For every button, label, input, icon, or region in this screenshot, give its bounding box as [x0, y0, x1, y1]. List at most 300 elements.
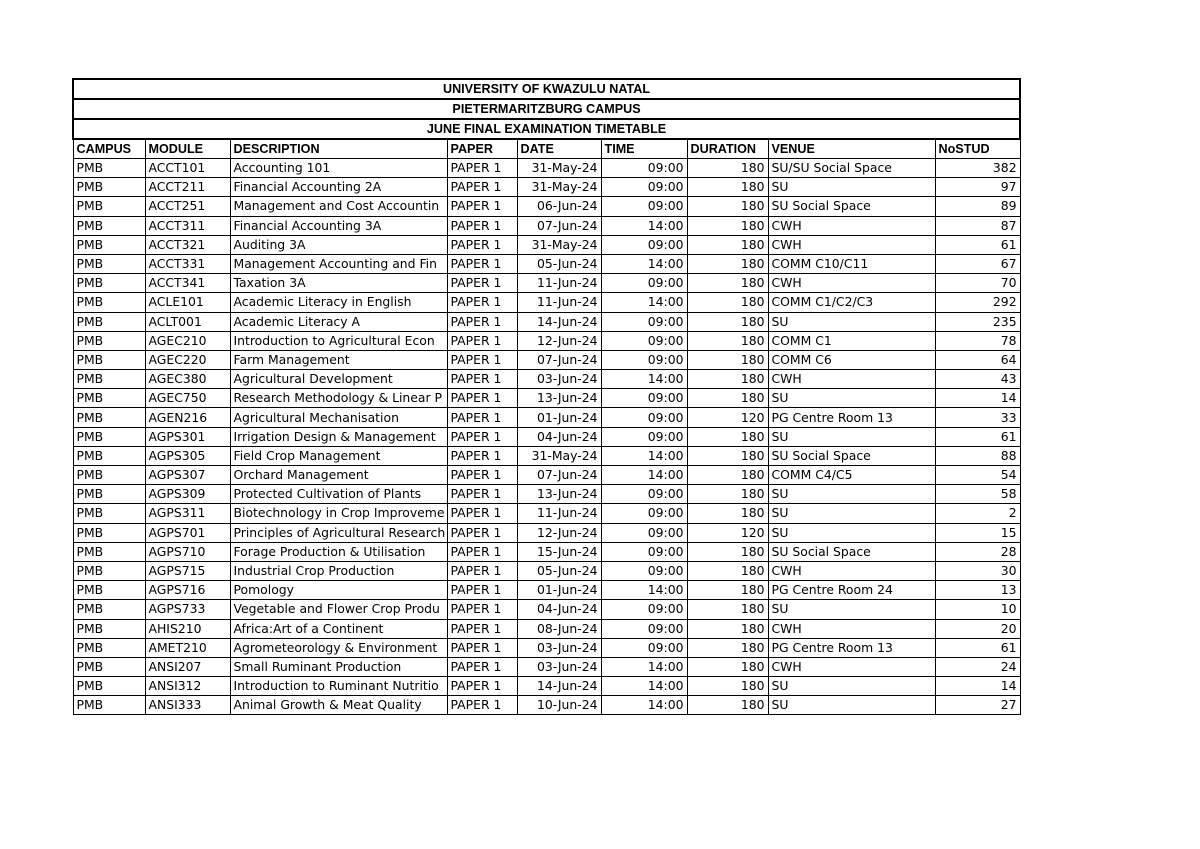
module-cell: AGPS710 [145, 542, 230, 561]
venue-cell: SU [768, 389, 935, 408]
table-row [73, 235, 1020, 254]
venue-cell: PG Centre Room 24 [768, 581, 935, 600]
module-cell: AGEN216 [145, 408, 230, 427]
venue-cell: SU [768, 178, 935, 197]
description-cell: Field Crop Management [230, 446, 447, 465]
venue-cell: SU [768, 677, 935, 696]
timetable-sheet [72, 78, 1019, 715]
duration-cell: 180 [687, 696, 768, 715]
time-cell: 09:00 [601, 389, 687, 408]
paper-cell: PAPER 1 [447, 350, 517, 369]
paper-cell: PAPER 1 [447, 274, 517, 293]
campus-cell: PMB [73, 408, 145, 427]
module-cell: AGPS311 [145, 504, 230, 523]
header-paper: PAPER [447, 139, 517, 159]
date-cell: 07-Jun-24 [517, 466, 601, 485]
campus-cell: PMB [73, 466, 145, 485]
table-row [73, 274, 1020, 293]
campus-cell: PMB [73, 197, 145, 216]
nostud-cell: 54 [935, 466, 1020, 485]
paper-cell: PAPER 1 [447, 696, 517, 715]
time-cell: 14:00 [601, 216, 687, 235]
time-cell: 09:00 [601, 312, 687, 331]
nostud-cell: 235 [935, 312, 1020, 331]
table-row [73, 561, 1020, 580]
date-cell: 06-Jun-24 [517, 197, 601, 216]
module-cell: AGEC220 [145, 350, 230, 369]
university-title: UNIVERSITY OF KWAZULU NATAL [73, 79, 1020, 99]
nostud-cell: 87 [935, 216, 1020, 235]
table-row [73, 254, 1020, 273]
time-cell: 09:00 [601, 331, 687, 350]
header-duration: DURATION [687, 139, 768, 159]
description-cell: Taxation 3A [230, 274, 447, 293]
time-cell: 09:00 [601, 485, 687, 504]
table-row [73, 370, 1020, 389]
nostud-cell: 20 [935, 619, 1020, 638]
module-cell: ACCT341 [145, 274, 230, 293]
date-cell: 31-May-24 [517, 178, 601, 197]
campus-cell: PMB [73, 542, 145, 561]
time-cell: 09:00 [601, 350, 687, 369]
table-row [73, 542, 1020, 561]
duration-cell: 180 [687, 197, 768, 216]
date-cell: 01-Jun-24 [517, 408, 601, 427]
description-cell: Accounting 101 [230, 159, 447, 178]
description-cell: Irrigation Design & Management [230, 427, 447, 446]
date-cell: 04-Jun-24 [517, 427, 601, 446]
module-cell: AGPS716 [145, 581, 230, 600]
campus-cell: PMB [73, 312, 145, 331]
date-cell: 03-Jun-24 [517, 638, 601, 657]
duration-cell: 180 [687, 485, 768, 504]
description-cell: Academic Literacy in English [230, 293, 447, 312]
table-row [73, 197, 1020, 216]
venue-cell: SU Social Space [768, 446, 935, 465]
nostud-cell: 30 [935, 561, 1020, 580]
table-row [73, 408, 1020, 427]
time-cell: 14:00 [601, 293, 687, 312]
duration-cell: 180 [687, 638, 768, 657]
description-cell: Research Methodology & Linear P [230, 389, 447, 408]
table-row [73, 657, 1020, 676]
paper-cell: PAPER 1 [447, 216, 517, 235]
paper-cell: PAPER 1 [447, 312, 517, 331]
campus-cell: PMB [73, 677, 145, 696]
description-cell: Agricultural Development [230, 370, 447, 389]
module-cell: AGEC750 [145, 389, 230, 408]
nostud-cell: 97 [935, 178, 1020, 197]
paper-cell: PAPER 1 [447, 408, 517, 427]
module-cell: ANSI312 [145, 677, 230, 696]
module-cell: ACCT321 [145, 235, 230, 254]
module-cell: AGPS701 [145, 523, 230, 542]
time-cell: 09:00 [601, 235, 687, 254]
description-cell: Small Ruminant Production [230, 657, 447, 676]
duration-cell: 180 [687, 581, 768, 600]
table-row [73, 178, 1020, 197]
campus-cell: PMB [73, 389, 145, 408]
date-cell: 11-Jun-24 [517, 504, 601, 523]
description-cell: Forage Production & Utilisation [230, 542, 447, 561]
table-row [73, 600, 1020, 619]
venue-cell: SU [768, 504, 935, 523]
campus-cell: PMB [73, 350, 145, 369]
venue-cell: CWH [768, 216, 935, 235]
nostud-cell: 28 [935, 542, 1020, 561]
campus-cell: PMB [73, 561, 145, 580]
description-cell: Biotechnology in Crop Improveme [230, 504, 447, 523]
nostud-cell: 61 [935, 235, 1020, 254]
date-cell: 05-Jun-24 [517, 561, 601, 580]
table-row [73, 312, 1020, 331]
nostud-cell: 61 [935, 427, 1020, 446]
nostud-cell: 43 [935, 370, 1020, 389]
time-cell: 09:00 [601, 523, 687, 542]
date-cell: 13-Jun-24 [517, 389, 601, 408]
venue-cell: CWH [768, 619, 935, 638]
table-row [73, 619, 1020, 638]
date-cell: 14-Jun-24 [517, 677, 601, 696]
venue-cell: SU [768, 523, 935, 542]
description-cell: Introduction to Ruminant Nutritio [230, 677, 447, 696]
paper-cell: PAPER 1 [447, 677, 517, 696]
campus-cell: PMB [73, 619, 145, 638]
date-cell: 15-Jun-24 [517, 542, 601, 561]
nostud-cell: 67 [935, 254, 1020, 273]
module-cell: ANSI207 [145, 657, 230, 676]
paper-cell: PAPER 1 [447, 657, 517, 676]
module-cell: ACCT211 [145, 178, 230, 197]
description-cell: Introduction to Agricultural Econ [230, 331, 447, 350]
title-row [73, 79, 1020, 99]
duration-cell: 180 [687, 466, 768, 485]
time-cell: 09:00 [601, 408, 687, 427]
paper-cell: PAPER 1 [447, 178, 517, 197]
table-row [73, 523, 1020, 542]
nostud-cell: 14 [935, 677, 1020, 696]
time-cell: 09:00 [601, 600, 687, 619]
venue-cell: SU [768, 427, 935, 446]
header-date: DATE [517, 139, 601, 159]
date-cell: 12-Jun-24 [517, 331, 601, 350]
paper-cell: PAPER 1 [447, 254, 517, 273]
module-cell: ACLT001 [145, 312, 230, 331]
description-cell: Agricultural Mechanisation [230, 408, 447, 427]
date-cell: 12-Jun-24 [517, 523, 601, 542]
table-row [73, 216, 1020, 235]
time-cell: 14:00 [601, 677, 687, 696]
venue-cell: CWH [768, 274, 935, 293]
module-cell: AGEC380 [145, 370, 230, 389]
venue-cell: SU Social Space [768, 197, 935, 216]
nostud-cell: 61 [935, 638, 1020, 657]
duration-cell: 180 [687, 159, 768, 178]
time-cell: 14:00 [601, 657, 687, 676]
campus-cell: PMB [73, 370, 145, 389]
venue-cell: SU [768, 312, 935, 331]
module-cell: AGEC210 [145, 331, 230, 350]
time-cell: 09:00 [601, 159, 687, 178]
description-cell: Protected Cultivation of Plants [230, 485, 447, 504]
duration-cell: 180 [687, 600, 768, 619]
venue-cell: SU [768, 600, 935, 619]
paper-cell: PAPER 1 [447, 619, 517, 638]
duration-cell: 180 [687, 370, 768, 389]
duration-cell: 180 [687, 619, 768, 638]
title-row [73, 99, 1020, 119]
campus-cell: PMB [73, 696, 145, 715]
duration-cell: 180 [687, 331, 768, 350]
paper-cell: PAPER 1 [447, 504, 517, 523]
paper-cell: PAPER 1 [447, 581, 517, 600]
module-cell: ANSI333 [145, 696, 230, 715]
duration-cell: 180 [687, 504, 768, 523]
timetable-title: JUNE FINAL EXAMINATION TIMETABLE [73, 119, 1020, 139]
campus-cell: PMB [73, 600, 145, 619]
duration-cell: 180 [687, 216, 768, 235]
campus-cell: PMB [73, 657, 145, 676]
duration-cell: 120 [687, 523, 768, 542]
description-cell: Management Accounting and Fin [230, 254, 447, 273]
date-cell: 31-May-24 [517, 235, 601, 254]
paper-cell: PAPER 1 [447, 331, 517, 350]
title-row [73, 119, 1020, 139]
venue-cell: SU [768, 696, 935, 715]
description-cell: Financial Accounting 2A [230, 178, 447, 197]
description-cell: Principles of Agricultural Research [230, 523, 447, 542]
venue-cell: SU Social Space [768, 542, 935, 561]
table-row [73, 331, 1020, 350]
description-cell: Financial Accounting 3A [230, 216, 447, 235]
duration-cell: 180 [687, 274, 768, 293]
nostud-cell: 33 [935, 408, 1020, 427]
nostud-cell: 78 [935, 331, 1020, 350]
description-cell: Academic Literacy A [230, 312, 447, 331]
table-row [73, 427, 1020, 446]
venue-cell: SU [768, 485, 935, 504]
venue-cell: PG Centre Room 13 [768, 408, 935, 427]
paper-cell: PAPER 1 [447, 427, 517, 446]
nostud-cell: 15 [935, 523, 1020, 542]
campus-cell: PMB [73, 254, 145, 273]
table-row [73, 485, 1020, 504]
campus-cell: PMB [73, 216, 145, 235]
time-cell: 09:00 [601, 504, 687, 523]
date-cell: 13-Jun-24 [517, 485, 601, 504]
paper-cell: PAPER 1 [447, 446, 517, 465]
venue-cell: COMM C10/C11 [768, 254, 935, 273]
header-description: DESCRIPTION [230, 139, 447, 159]
date-cell: 08-Jun-24 [517, 619, 601, 638]
description-cell: Industrial Crop Production [230, 561, 447, 580]
paper-cell: PAPER 1 [447, 389, 517, 408]
timetable [72, 78, 1021, 715]
campus-cell: PMB [73, 331, 145, 350]
table-row [73, 696, 1020, 715]
table-row [73, 638, 1020, 657]
duration-cell: 180 [687, 446, 768, 465]
date-cell: 01-Jun-24 [517, 581, 601, 600]
date-cell: 31-May-24 [517, 446, 601, 465]
table-row [73, 581, 1020, 600]
duration-cell: 180 [687, 178, 768, 197]
campus-cell: PMB [73, 504, 145, 523]
table-row [73, 293, 1020, 312]
date-cell: 07-Jun-24 [517, 350, 601, 369]
header-venue: VENUE [768, 139, 935, 159]
campus-cell: PMB [73, 427, 145, 446]
duration-cell: 180 [687, 389, 768, 408]
campus-cell: PMB [73, 293, 145, 312]
duration-cell: 180 [687, 677, 768, 696]
date-cell: 05-Jun-24 [517, 254, 601, 273]
nostud-cell: 24 [935, 657, 1020, 676]
paper-cell: PAPER 1 [447, 638, 517, 657]
duration-cell: 180 [687, 542, 768, 561]
paper-cell: PAPER 1 [447, 293, 517, 312]
nostud-cell: 88 [935, 446, 1020, 465]
campus-cell: PMB [73, 159, 145, 178]
description-cell: Management and Cost Accountin [230, 197, 447, 216]
date-cell: 10-Jun-24 [517, 696, 601, 715]
duration-cell: 180 [687, 561, 768, 580]
table-row [73, 504, 1020, 523]
time-cell: 14:00 [601, 254, 687, 273]
table-row [73, 350, 1020, 369]
paper-cell: PAPER 1 [447, 235, 517, 254]
nostud-cell: 292 [935, 293, 1020, 312]
time-cell: 14:00 [601, 370, 687, 389]
nostud-cell: 14 [935, 389, 1020, 408]
duration-cell: 120 [687, 408, 768, 427]
duration-cell: 180 [687, 350, 768, 369]
module-cell: ACCT331 [145, 254, 230, 273]
module-cell: AGPS715 [145, 561, 230, 580]
venue-cell: COMM C1/C2/C3 [768, 293, 935, 312]
campus-cell: PMB [73, 485, 145, 504]
module-cell: ACCT101 [145, 159, 230, 178]
paper-cell: PAPER 1 [447, 542, 517, 561]
venue-cell: COMM C6 [768, 350, 935, 369]
duration-cell: 180 [687, 657, 768, 676]
venue-cell: CWH [768, 657, 935, 676]
description-cell: Orchard Management [230, 466, 447, 485]
date-cell: 14-Jun-24 [517, 312, 601, 331]
module-cell: ACCT251 [145, 197, 230, 216]
table-row [73, 389, 1020, 408]
campus-cell: PMB [73, 274, 145, 293]
time-cell: 09:00 [601, 274, 687, 293]
duration-cell: 180 [687, 312, 768, 331]
time-cell: 14:00 [601, 696, 687, 715]
venue-cell: SU/SU Social Space [768, 159, 935, 178]
date-cell: 07-Jun-24 [517, 216, 601, 235]
module-cell: AGPS733 [145, 600, 230, 619]
date-cell: 11-Jun-24 [517, 293, 601, 312]
time-cell: 09:00 [601, 561, 687, 580]
venue-cell: CWH [768, 370, 935, 389]
header-time: TIME [601, 139, 687, 159]
time-cell: 09:00 [601, 197, 687, 216]
table-row [73, 159, 1020, 178]
venue-cell: COMM C4/C5 [768, 466, 935, 485]
paper-cell: PAPER 1 [447, 197, 517, 216]
duration-cell: 180 [687, 427, 768, 446]
module-cell: ACCT311 [145, 216, 230, 235]
header-nostud: NoSTUD [935, 139, 1020, 159]
time-cell: 14:00 [601, 581, 687, 600]
date-cell: 11-Jun-24 [517, 274, 601, 293]
campus-cell: PMB [73, 581, 145, 600]
time-cell: 09:00 [601, 619, 687, 638]
paper-cell: PAPER 1 [447, 370, 517, 389]
date-cell: 03-Jun-24 [517, 657, 601, 676]
date-cell: 31-May-24 [517, 159, 601, 178]
venue-cell: CWH [768, 235, 935, 254]
date-cell: 03-Jun-24 [517, 370, 601, 389]
duration-cell: 180 [687, 235, 768, 254]
nostud-cell: 70 [935, 274, 1020, 293]
header-row [73, 139, 1020, 159]
date-cell: 04-Jun-24 [517, 600, 601, 619]
header-campus: CAMPUS [73, 139, 145, 159]
description-cell: Vegetable and Flower Crop Produ [230, 600, 447, 619]
description-cell: Farm Management [230, 350, 447, 369]
description-cell: Animal Growth & Meat Quality [230, 696, 447, 715]
nostud-cell: 13 [935, 581, 1020, 600]
time-cell: 09:00 [601, 427, 687, 446]
nostud-cell: 2 [935, 504, 1020, 523]
nostud-cell: 27 [935, 696, 1020, 715]
module-cell: ACLE101 [145, 293, 230, 312]
paper-cell: PAPER 1 [447, 600, 517, 619]
table-row [73, 446, 1020, 465]
module-cell: AGPS301 [145, 427, 230, 446]
paper-cell: PAPER 1 [447, 159, 517, 178]
time-cell: 14:00 [601, 466, 687, 485]
campus-cell: PMB [73, 523, 145, 542]
duration-cell: 180 [687, 254, 768, 273]
nostud-cell: 89 [935, 197, 1020, 216]
campus-cell: PMB [73, 235, 145, 254]
module-cell: AMET210 [145, 638, 230, 657]
header-module: MODULE [145, 139, 230, 159]
venue-cell: CWH [768, 561, 935, 580]
module-cell: AGPS307 [145, 466, 230, 485]
venue-cell: COMM C1 [768, 331, 935, 350]
duration-cell: 180 [687, 293, 768, 312]
module-cell: AHIS210 [145, 619, 230, 638]
campus-title: PIETERMARITZBURG CAMPUS [73, 99, 1020, 119]
time-cell: 14:00 [601, 446, 687, 465]
paper-cell: PAPER 1 [447, 485, 517, 504]
campus-cell: PMB [73, 178, 145, 197]
campus-cell: PMB [73, 446, 145, 465]
description-cell: Agrometeorology & Environment [230, 638, 447, 657]
module-cell: AGPS305 [145, 446, 230, 465]
nostud-cell: 64 [935, 350, 1020, 369]
time-cell: 09:00 [601, 178, 687, 197]
description-cell: Auditing 3A [230, 235, 447, 254]
time-cell: 09:00 [601, 542, 687, 561]
nostud-cell: 10 [935, 600, 1020, 619]
module-cell: AGPS309 [145, 485, 230, 504]
table-row [73, 677, 1020, 696]
campus-cell: PMB [73, 638, 145, 657]
description-cell: Africa:Art of a Continent [230, 619, 447, 638]
paper-cell: PAPER 1 [447, 561, 517, 580]
